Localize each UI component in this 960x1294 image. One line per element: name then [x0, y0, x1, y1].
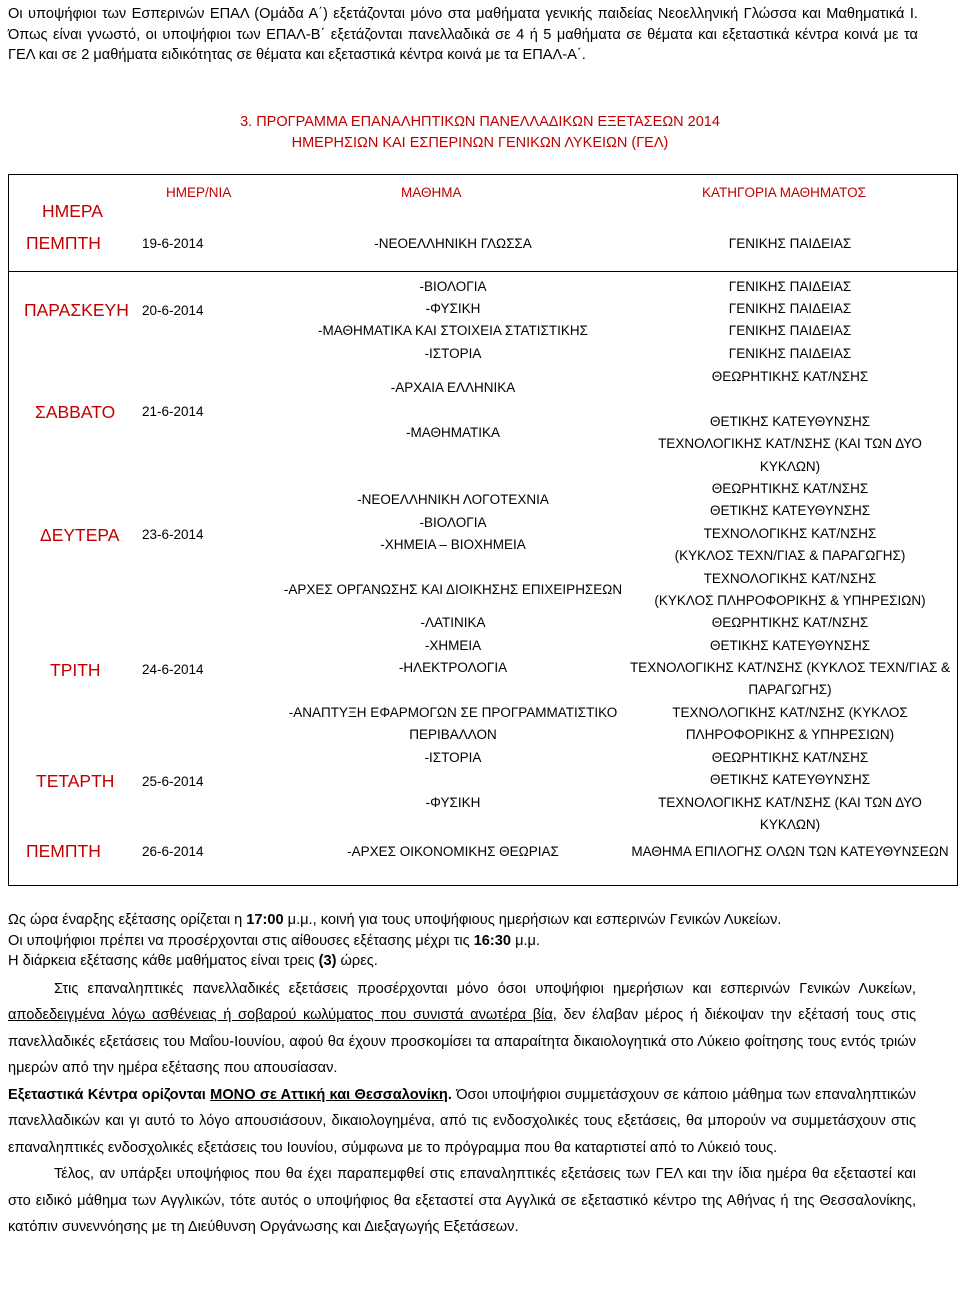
category-item: ΓΕΝΙΚΗΣ ΠΑΙΔΕΙΑΣ [728, 301, 852, 316]
subject-item: -ΜΑΘΗΜΑΤΙΚΑ ΚΑΙ ΣΤΟΙΧΕΙΑ ΣΤΑΤΙΣΤΙΚΗΣ [318, 323, 588, 338]
category-item: ΘΕΤΙΚΗΣ ΚΑΤΕΥΘΥΝΣΗΣ [709, 638, 871, 653]
subject-item: -ΑΡΧΕΣ ΟΙΚΟΝΟΜΙΚΗΣ ΘΕΩΡΙΑΣ [347, 844, 559, 859]
subject-item: -ΜΑΘΗΜΑΤΙΚΑ [406, 425, 500, 440]
row-separator [8, 271, 958, 272]
duration-note: Η διάρκεια εξέτασης κάθε μαθήματος είναι τρεις (3) ώρες. [8, 953, 378, 969]
schedule-heading [0, 112, 960, 154]
category-item: ΤΕΧΝΟΛΟΓΙΚΗΣ ΚΑΤ/ΝΣΗΣ (ΚΥΚΛΟΣ [672, 705, 908, 720]
eligibility-paragraph: Στις επαναληπτικές πανελλαδικές εξετάσεις προσέρχονται μόνο όσοι υποψήφιοι ημερήσιων και εσπερινών Γενικών Λυκείων, αποδεδειγμένα λόγω ασθένειας ή σοβαρού κωλύματος που συνιστά ανωτέρα βία, δεν έλαβαν μέρος ή διέκοψαν την εξέτασή τους στις πανελλαδικές εξετάσεις του Μαΐου-Ιουνίου, αφού θα έχουν προσκομίσει τα απαραίτητα δικαιολογητικά στο Λύκειο φοίτησης τους εντός τριών ημερών από την ημέρα εξέτασης που απουσίασαν. [8, 980, 916, 1076]
subject-item: -ΛΑΤΙΝΙΚΑ [420, 615, 486, 630]
day-label: ΠΑΡΑΣΚΕΥΗ [24, 300, 129, 320]
date-label: 25-6-2014 [142, 774, 204, 789]
subject-item: -ΒΙΟΛΟΓΙΑ [419, 279, 487, 294]
category-item: ΘΕΩΡΗΤΙΚΗΣ ΚΑΤ/ΝΣΗΣ [711, 369, 869, 384]
category-item: ΘΕΩΡΗΤΙΚΗΣ ΚΑΤ/ΝΣΗΣ [711, 481, 869, 496]
date-label: 21-6-2014 [142, 404, 204, 419]
date-label: 24-6-2014 [142, 662, 204, 677]
subject-item: -ΧΗΜΕΙΑ – ΒΙΟΧΗΜΕΙΑ [380, 537, 526, 552]
subject-item: -ΑΡΧΕΣ ΟΡΓΑΝΩΣΗΣ ΚΑΙ ΔΙΟΙΚΗΣΗΣ ΕΠΙΧΕΙΡΗΣΕΩΝ [283, 582, 623, 597]
header-day: ΗΜΕΡΑ [42, 201, 103, 221]
arrival-note: Οι υποψήφιοι πρέπει να προσέρχονται στις αίθουσες εξέτασης μέχρι τις 16:30 μ.μ. [8, 932, 540, 949]
subject-item: -ΝΕΟΕΛΛΗΝΙΚΗ ΛΟΓΟΤΕΧΝΙΑ [357, 492, 549, 507]
header-date: ΗΜΕΡ/ΝΙΑ [166, 185, 232, 200]
category-item: ΓΕΝΙΚΗΣ ΠΑΙΔΕΙΑΣ [728, 346, 852, 361]
intro-paragraph [8, 4, 918, 66]
intro-text: Οι υποψήφιοι των Εσπερινών ΕΠΑΛ (Ομάδα Α΄) εξετάζονται μόνο στα μαθήματα γενικής παιδείας Νεοελληνική Γλώσσα και Μαθηματικά Ι. Όπως είναι γνωστό, οι υποψήφιοι των ΕΠΑΛ-Β΄ εξετάζονται πανελλαδικά σε 4 ή 5 μαθήματα σε θέματα και εξεταστικά κέντρα κοινά με τα ΓΕΛ και σε 2 μαθήματα ειδικότητας σε θέματα και εξεταστικά κέντρα κοινά με τα ΕΠΑΛ-Α΄. [8, 6, 918, 63]
date-label: 19-6-2014 [142, 236, 204, 251]
category-item: ΘΕΤΙΚΗΣ ΚΑΤΕΥΘΥΝΣΗΣ [709, 503, 871, 518]
category-item: ΤΕΧΝΟΛΟΓΙΚΗΣ ΚΑΤ/ΝΣΗΣ (ΚΥΚΛΟΣ ΤΕΧΝ/ΓΙΑΣ & [629, 660, 951, 675]
subject-item: -ΦΥΣΙΚΗ [425, 795, 481, 810]
subject-item: -ΑΝΑΠΤΥΞΗ ΕΦΑΡΜΟΓΩΝ ΣΕ ΠΡΟΓΡΑΜΜΑΤΙΣΤΙΚΟ [288, 705, 618, 720]
category-item: ΤΕΧΝΟΛΟΓΙΚΗΣ ΚΑΤ/ΝΣΗΣ (ΚΑΙ ΤΩΝ ΔΥΟ [658, 436, 922, 451]
category-item: ΓΕΝΙΚΗΣ ΠΑΙΔΕΙΑΣ [728, 236, 852, 251]
day-label: ΠΕΜΠΤΗ [26, 841, 101, 861]
day-label: ΤΕΤΑΡΤΗ [36, 771, 115, 791]
day-label: ΣΑΒΒΑΤΟ [35, 402, 116, 422]
category-item: (ΚΥΚΛΟΣ ΠΛΗΡΟΦΟΡΙΚΗΣ & ΥΠΗΡΕΣΙΩΝ) [654, 593, 926, 608]
category-item: ΓΕΝΙΚΗΣ ΠΑΙΔΕΙΑΣ [728, 279, 852, 294]
exam-schedule-table [8, 174, 958, 886]
category-item: ΘΕΩΡΗΤΙΚΗΣ ΚΑΤ/ΝΣΗΣ [711, 750, 869, 765]
heading-line-2: ΗΜΕΡΗΣΙΩΝ ΚΑΙ ΕΣΠΕΡΙΝΩΝ ΓΕΝΙΚΩΝ ΛΥΚΕΙΩΝ (ΓΕΛ) [291, 135, 669, 151]
category-item: ΤΕΧΝΟΛΟΓΙΚΗΣ ΚΑΤ/ΝΣΗΣ [703, 526, 877, 541]
day-label: ΔΕΥΤΕΡΑ [40, 525, 120, 545]
category-item: ΘΕΤΙΚΗΣ ΚΑΤΕΥΘΥΝΣΗΣ [709, 772, 871, 787]
subject-item: -ΧΗΜΕΙΑ [424, 638, 482, 653]
date-label: 23-6-2014 [142, 527, 204, 542]
category-item: ΠΛΗΡΟΦΟΡΙΚΗΣ & ΥΠΗΡΕΣΙΩΝ) [685, 727, 895, 742]
subject-item: -ΝΕΟΕΛΛΗΝΙΚΗ ΓΛΩΣΣΑ [374, 236, 532, 251]
start-time-note: Ως ώρα έναρξης εξέτασης ορίζεται η 17:00 μ.μ., κοινή για τους υποψήφιους ημερήσιων και εσπερινών Γενικών Λυκείων. [8, 912, 782, 928]
subject-item: -ΙΣΤΟΡΙΑ [424, 750, 482, 765]
subject-item: -ΙΣΤΟΡΙΑ [424, 346, 482, 361]
header-category: ΚΑΤΗΓΟΡΙΑ ΜΑΘΗΜΑΤΟΣ [702, 185, 867, 200]
date-label: 20-6-2014 [142, 303, 204, 318]
footer-notes [8, 910, 916, 1241]
subject-item: ΠΕΡΙΒΑΛΛΟΝ [409, 727, 497, 742]
category-item: ΘΕΤΙΚΗΣ ΚΑΤΕΥΘΥΝΣΗΣ [709, 414, 871, 429]
category-item: ΠΑΡΑΓΩΓΗΣ) [748, 682, 832, 697]
subject-item: -ΒΙΟΛΟΓΙΑ [419, 515, 487, 530]
subject-item: -ΑΡΧΑΙΑ ΕΛΛΗΝΙΚΑ [390, 380, 516, 395]
day-label: ΤΡΙΤΗ [50, 660, 101, 680]
subject-item: -ΗΛΕΚΤΡΟΛΟΓΙΑ [398, 660, 508, 675]
header-subject: ΜΑΘΗΜΑ [401, 185, 462, 200]
category-item: ΚΥΚΛΩΝ) [759, 459, 821, 474]
english-exam-paragraph: Τέλος, αν υπάρξει υποψήφιος που θα έχει παραπεμφθεί στις επαναληπτικές εξετάσεις των ΓΕΛ και την ίδια ημέρα θα εξεταστεί και στο ειδικό μάθημα των Αγγλικών, τότε αυτός ο υποψήφιος θα εξεταστεί στα Αγγλικά σε εξεταστικό κέντρο της Αθήνας ή της Θεσσαλονίκης, κατόπιν συνεννόησης με τη Διεύθυνση Οργάνωσης και Διεξαγωγής Εξετάσεων. [8, 1166, 916, 1235]
day-label: ΠΕΜΠΤΗ [26, 233, 101, 253]
category-item: ΚΥΚΛΩΝ) [759, 817, 821, 832]
date-label: 26-6-2014 [142, 844, 204, 859]
subject-item: -ΦΥΣΙΚΗ [425, 301, 481, 316]
exam-centers-paragraph: Εξεταστικά Κέντρα ορίζονται ΜΟΝΟ σε Αττική και Θεσσαλονίκη. Όσοι υποψήφιοι συμμετάσχουν σε κάποιο μάθημα των επαναληπτικών πανελλαδικών και γι αυτό το λόγο απουσιάσουν, δικαιολογημένα, από τις ενδοσχολικές τους εξετάσεις, θα μπορούν να συμμετάσχουν στις επαναληπτικές ενδοσχολικές εξετάσεις του Ιουνίου, σύμφωνα με το πρόγραμμα που θα καταρτιστεί από το Λύκειό τους. [8, 1086, 917, 1156]
category-item: (ΚΥΚΛΟΣ ΤΕΧΝ/ΓΙΑΣ & ΠΑΡΑΓΩΓΗΣ) [674, 548, 906, 563]
category-item: ΤΕΧΝΟΛΟΓΙΚΗΣ ΚΑΤ/ΝΣΗΣ (ΚΑΙ ΤΩΝ ΔΥΟ [658, 795, 922, 810]
category-item: ΜΑΘΗΜΑ ΕΠΙΛΟΓΗΣ ΟΛΩΝ ΤΩΝ ΚΑΤΕΥΘΥΝΣΕΩΝ [631, 844, 949, 859]
category-item: ΤΕΧΝΟΛΟΓΙΚΗΣ ΚΑΤ/ΝΣΗΣ [703, 571, 877, 586]
category-item: ΓΕΝΙΚΗΣ ΠΑΙΔΕΙΑΣ [728, 323, 852, 338]
heading-line-1: 3. ΠΡΟΓΡΑΜΜΑ ΕΠΑΝΑΛΗΠΤΙΚΩΝ ΠΑΝΕΛΛΑΔΙΚΩΝ ΕΞΕΤΑΣΕΩΝ 2014 [240, 114, 720, 130]
category-item: ΘΕΩΡΗΤΙΚΗΣ ΚΑΤ/ΝΣΗΣ [711, 615, 869, 630]
